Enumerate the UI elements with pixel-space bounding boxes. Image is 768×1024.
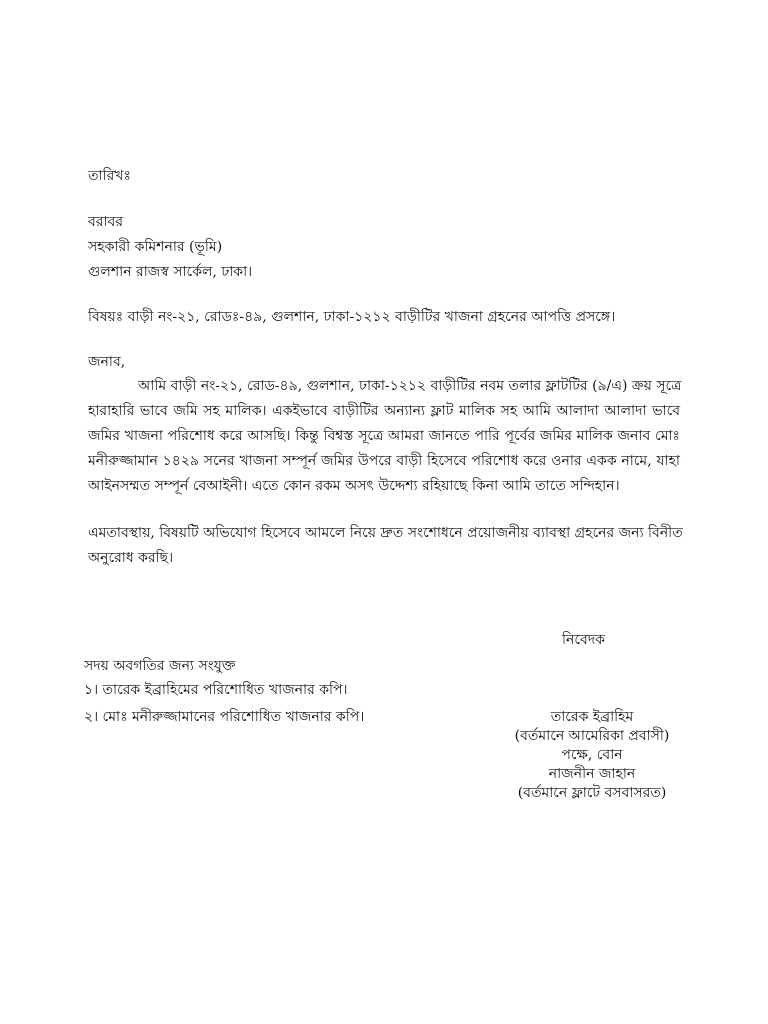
body-line-5: আইনসম্মত সম্পূর্ন বেআইনী। এতে কোন রকম অসৎ উদ্দেশ্য রহিয়াছে কিনা আমি তাতে সন্দিহান।: [88, 478, 620, 494]
salutation: জনাব,: [88, 354, 126, 370]
body-line-3: জমির খাজনা পরিশোধ করে আসছি। কিন্তু বিশ্বস্ত সূত্রে আমরা জানতে পারি পূর্বের জমির মালিক জনাব মোঃ: [88, 428, 680, 444]
on-behalf-label: পক্ষে, বোন: [561, 747, 623, 763]
attachments-heading: সদয় অবগতির জন্য সংযুক্ত: [84, 658, 236, 674]
subject-line: বিষয়ঃ বাড়ী নং-২১, রোডঃ-৪৯, গুলশান, ঢাকা-১২১২ বাড়ীটির খাজনা গ্রহনের আপত্তি প্রসঙ্গে।: [88, 309, 616, 325]
body-line-4: মনীরুজ্জামান ১৪২৯ সনের খাজনা সম্পূর্ন জমির উপরে বাড়ী হিসেবে পরিশোধ করে ওনার একক নামে, যাহা: [88, 453, 680, 469]
date-label: তারিখঃ: [88, 168, 131, 184]
request-line-1: এমতাবস্থায়, বিষয়টি অভিযোগ হিসেবে আমলে নিয়ে দ্রুত সংশোধনে প্রয়োজনীয় ব্যাবস্থা গ্রহনের জন্য বিনীত: [88, 525, 683, 541]
recipient-line-2: সহকারী কমিশনার (ভূমি): [88, 239, 223, 255]
body-line-1: আমি বাড়ী নং-২১, রোড-৪৯, গুলশান, ঢাকা-১২১২ বাড়ীটির নবম তলার ফ্লাটটির (৯/এ) ক্রয় সূত্রে: [138, 378, 682, 394]
recipient-line-3: গুলশান রাজস্ব সার্কেল, ঢাকা।: [88, 264, 253, 280]
signatory-name: তারেক ইব্রাহিম: [550, 709, 634, 725]
recipient-line-1: বরাবর: [88, 214, 124, 230]
signature-block: [482, 708, 702, 803]
attachment-item-1: ১। তারেক ইব্রাহিমের পরিশোধিত খাজনার কপি।: [84, 682, 348, 698]
attachment-item-2: ২। মোঃ মনীরুজ্জামানের পরিশোধিত খাজনার কপি।: [84, 709, 365, 725]
nibedok-label: নিবেদক: [562, 632, 605, 648]
body-line-2: হারাহারি ভাবে জমি সহ মালিক। একইভাবে বাড়ীটির অন্যান্য ফ্লাট মালিক সহ আমি আলাদা আলাদা ভাবে: [88, 403, 680, 419]
request-paragraph: [88, 521, 683, 571]
representative-status: (বর্তমানে ফ্লাটে বসবাসরত): [517, 785, 667, 801]
request-line-2: অনুরোধ করছি।: [88, 550, 174, 566]
body-paragraph: [88, 374, 680, 499]
representative-name: নাজনীন জাহান: [548, 766, 636, 782]
signatory-status: (বর্তমানে আমেরিকা প্রবাসী): [514, 728, 670, 744]
